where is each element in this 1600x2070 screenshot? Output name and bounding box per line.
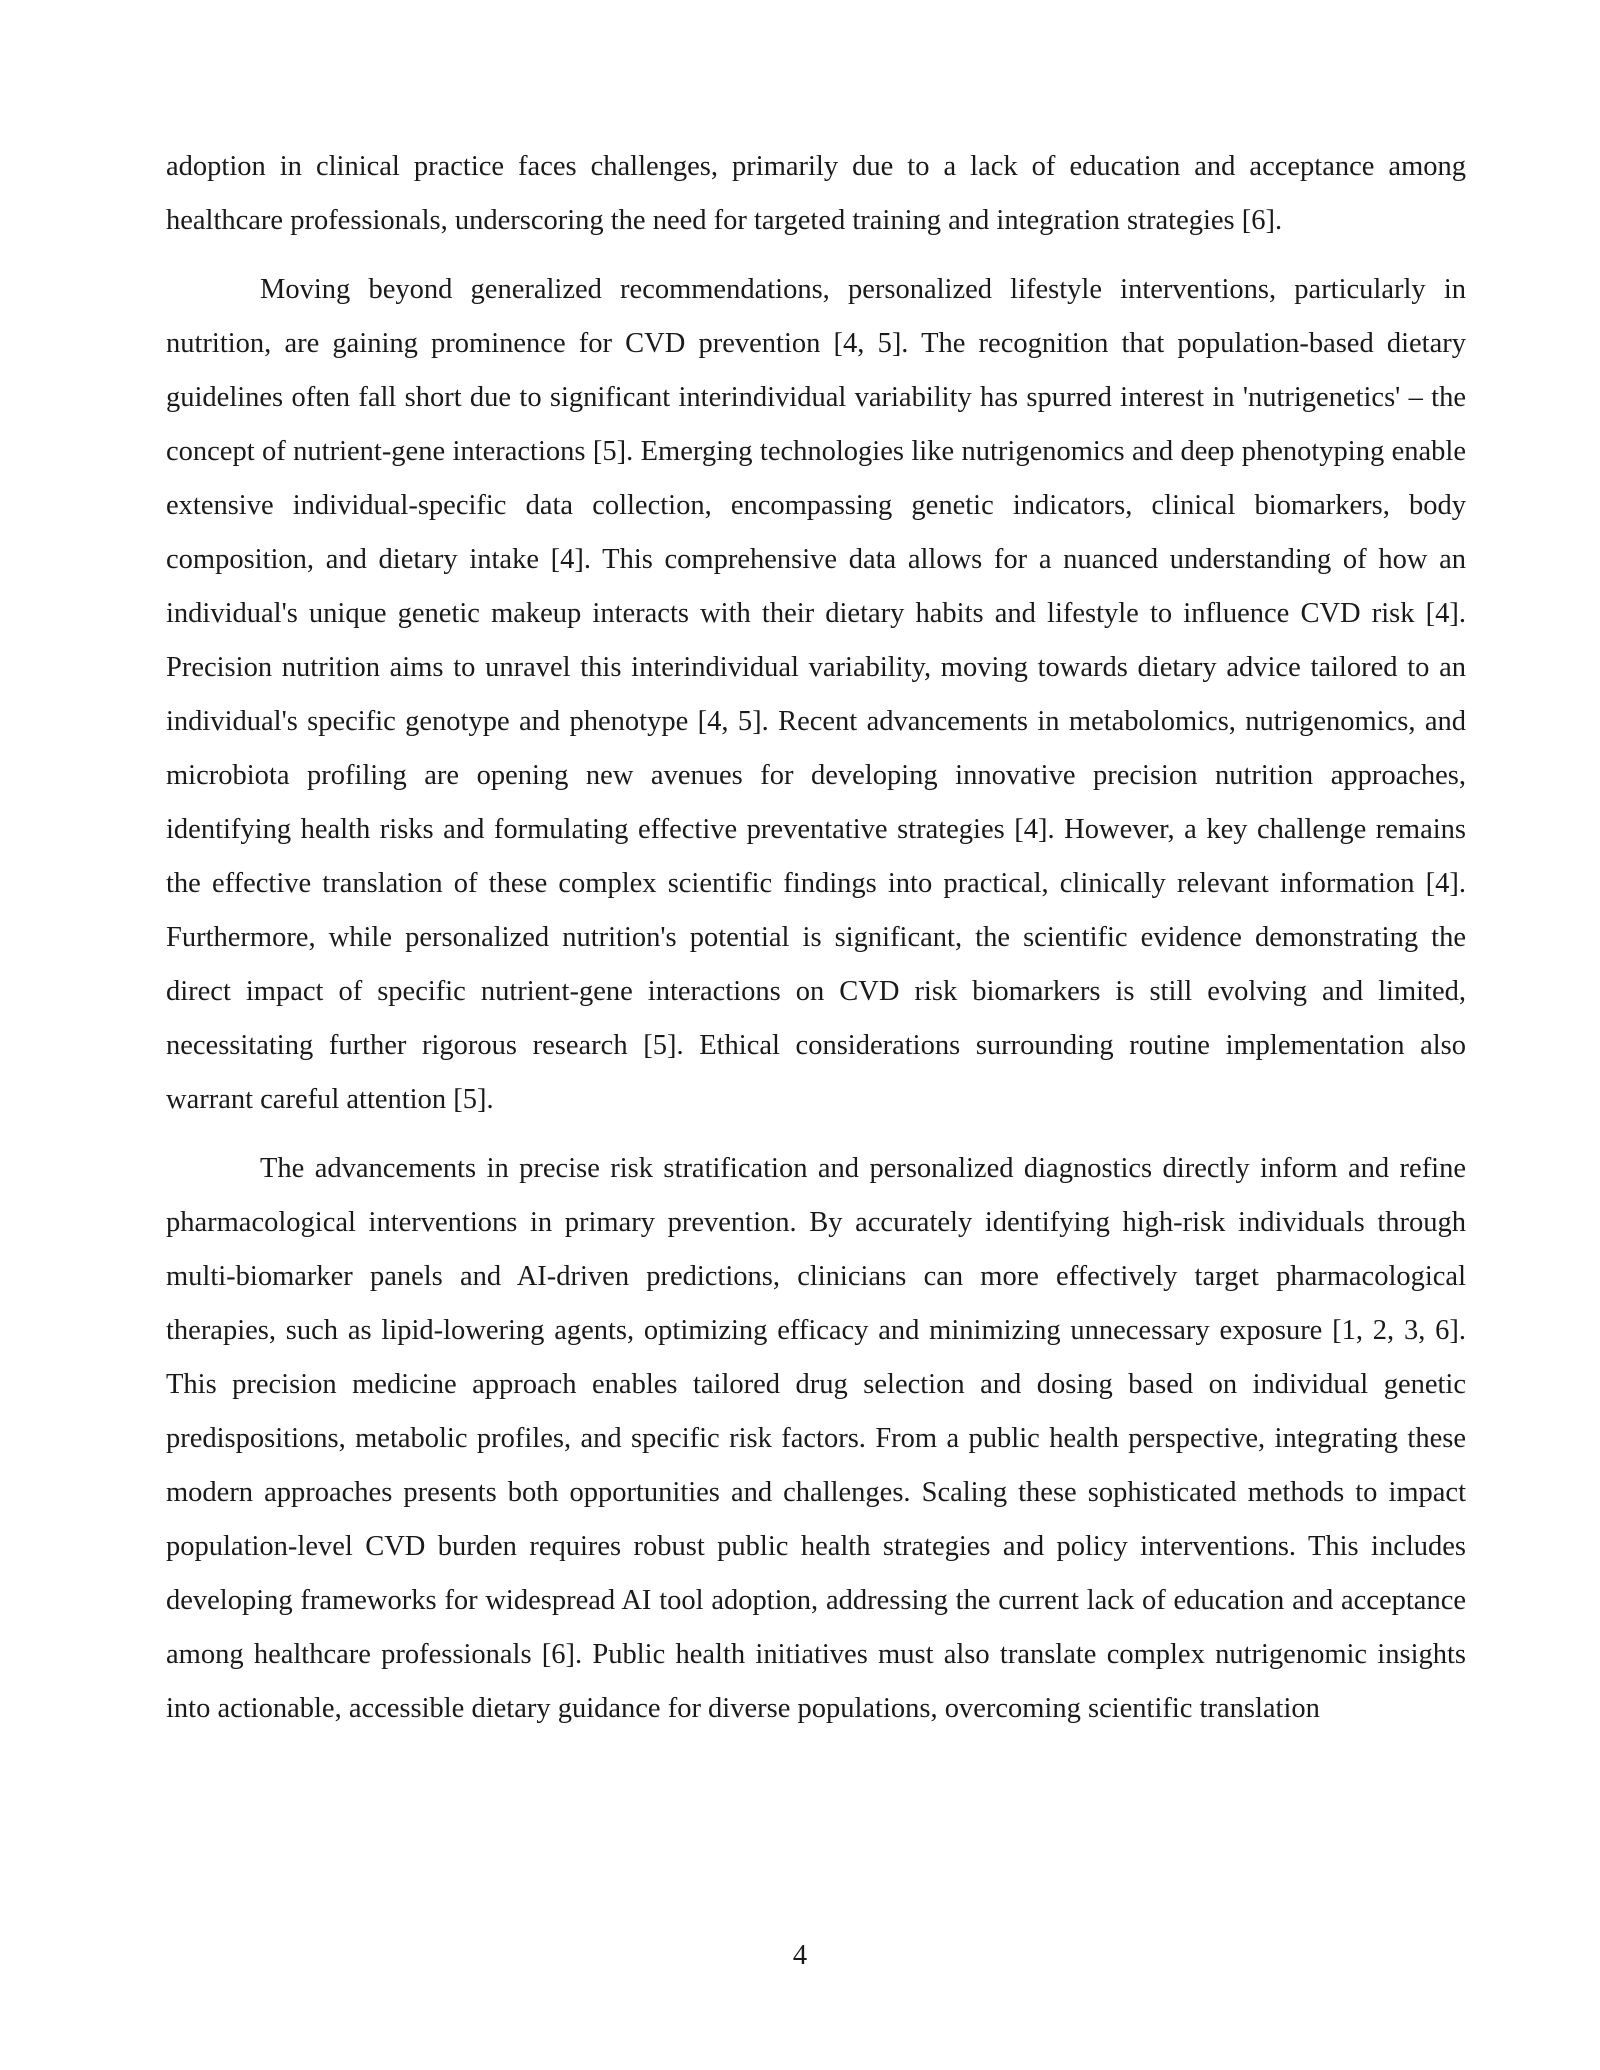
paragraph-pharmacological-interventions: The advancements in precise risk stratification and personalized diagnostics directly inform and refine pharmacological interventions in primary prevention. By accurately identifying high-risk individuals through multi-biomarker panels and AI-driven predictions, clinicians can more effectively target pharmacological therapies, such as lipid-lowering agents, optimizing efficacy and minimizing unnecessary exposure [1, 2, 3, 6]. This precision medicine approach enables tailored drug selection and dosing based on individual genetic predispositions, metabolic profiles, and specific risk factors. From a public health perspective, integrating these modern approaches presents both opportunities and challenges. Scaling these sophisticated methods to impact population-level CVD burden requires robust public health strategies and policy interventions. This includes developing frameworks for widespread AI tool adoption, addressing the current lack of education and acceptance among healthcare professionals [6]. Public health initiatives must also translate complex nutrigenomic insights into actionable, accessible dietary guidance for diverse populations, overcoming scientific translation [166, 1153, 1466, 1724]
body-text [166, 140, 1466, 1736]
paragraph-continuation: adoption in clinical practice faces challenges, primarily due to a lack of education and acceptance among healthcare professionals, underscoring the need for targeted training and integration strategies [6]. [166, 151, 1466, 236]
page-number: 4 [792, 1940, 808, 1971]
paragraph-personalized-nutrition: Moving beyond generalized recommendations, personalized lifestyle interventions, particularly in nutrition, are gaining prominence for CVD prevention [4, 5]. The recognition that population-based dietary guidelines often fall short due to significant interindividual variability has spurred interest in 'nutrigenetics' – the concept of nutrient-gene interactions [5]. Emerging technologies like nutrigenomics and deep phenotyping enable extensive individual-specific data collection, encompassing genetic indicators, clinical biomarkers, body composition, and dietary intake [4]. This comprehensive data allows for a nuanced understanding of how an individual's unique genetic makeup interacts with their dietary habits and lifestyle to influence CVD risk [4]. Precision nutrition aims to unravel this interindividual variability, moving towards dietary advice tailored to an individual's specific genotype and phenotype [4, 5]. Recent advancements in metabolomics, nutrigenomics, and microbiota profiling are opening new avenues for developing innovative precision nutrition approaches, identifying health risks and formulating effective preventative strategies [4]. However, a key challenge remains the effective translation of these complex scientific findings into practical, clinically relevant information [4]. Furthermore, while personalized nutrition's potential is significant, the scientific evidence demonstrating the direct impact of specific nutrient-gene interactions on CVD risk biomarkers is still evolving and limited, necessitating further rigorous research [5]. Ethical considerations surrounding routine implementation also warrant careful attention [5]. [166, 274, 1466, 1115]
